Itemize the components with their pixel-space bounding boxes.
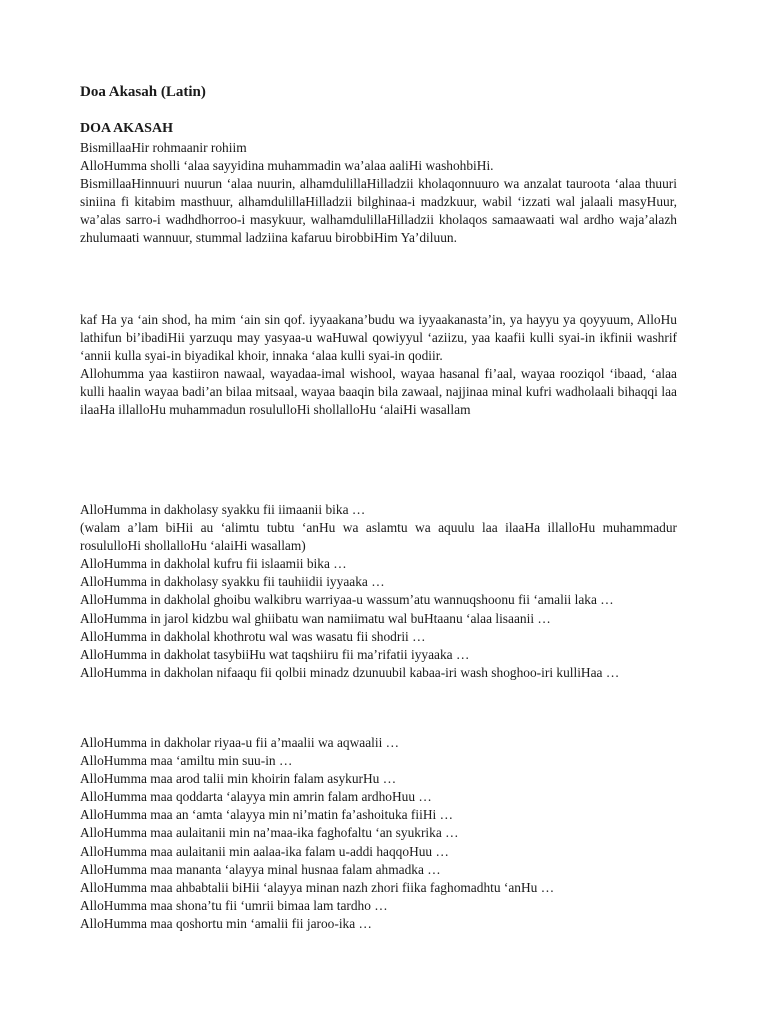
list-item: AlloHumma in jarol kidzbu wal ghiibatu wan namiimatu wal buHtaanu ‘alaa lisaanii … — [80, 610, 551, 626]
text-line: BismillaaHir rohmaanir rohiim — [80, 140, 247, 155]
prayer-list-second — [80, 734, 677, 933]
list-item: AlloHumma maa qoshortu min ‘amalii fii jaroo-ika … — [80, 915, 372, 931]
document-title: Doa Akasah (Latin) — [80, 84, 206, 100]
text-paragraph: BismillaaHinnuuri nuurun ‘alaa nuurin, alhamdulillaHilladzii kholaqonnuuro wa anzalat tauroota ‘alaa thuuri siniina fi kitabim masthuur, alhamdulillaHilladzii bilghinaa-i madzkuur, wabil ‘izzati wal jalaali masyHuur, wa’alas sarro-i wadhdhorroo-i masykuur, walhamdulillaHilladzii kholaqos samaawaati wal ardho waja’alazh zhulumaati wannuur, stummal ladziina kafaruu birobbiHim Ya’diluun. — [80, 176, 677, 246]
list-item: AlloHumma in dakholal kufru fii islaamii bika … — [80, 556, 347, 572]
list-item: AlloHumma in dakholasy syakku fii iimaanii bika … — [80, 502, 366, 517]
list-item: AlloHumma in dakholasy syakku fii tauhiidii iyyaaka … — [80, 574, 385, 590]
list-item: AlloHumma maa mananta ‘alayya minal husnaa falam ahmadka … — [80, 861, 441, 877]
list-item: AlloHumma maa ahbabtalii biHii ‘alayya minan nazh zhori fiika faghomadhtu ‘anHu … — [80, 879, 555, 895]
list-item: AlloHumma maa shona’tu fii ‘umrii bimaa lam tardho … — [80, 897, 388, 913]
list-item: AlloHumma in dakholat tasybiiHu wat taqshiiru fii ma’rifatii iyyaaka … — [80, 646, 470, 662]
list-item: AlloHumma in dakholal ghoibu walkibru warriyaa-u wassum’atu wannuqshoonu fii ‘amalii laka … — [80, 592, 614, 608]
list-item: AlloHumma in dakholal khothrotu wal was wasatu fii shodrii … — [80, 628, 426, 644]
list-item: (walam a’lam biHii au ‘alimtu tubtu ‘anHu wa aslamtu wa aquulu laa ilaaHa illalloHu muhammadur rosululloHi shollalloHu ‘alaiHi wasallam) — [80, 520, 677, 554]
list-item: AlloHumma in dakholan nifaaqu fii qolbii minadz dzunuubil kabaa-iri wash shoghoo-iri kulliHaa … — [80, 664, 620, 680]
list-item: AlloHumma maa aulaitanii min na’maa-ika faghofaltu ‘an syukrika … — [80, 825, 459, 841]
list-item: AlloHumma maa ‘amiltu min suu-in … — [80, 753, 293, 769]
list-item: AlloHumma maa aulaitanii min aalaa-ika falam u-addi haqqoHuu … — [80, 843, 449, 859]
list-item: AlloHumma maa an ‘amta ‘alayya min ni’matin fa’ashoituka fiiHi … — [80, 807, 453, 823]
list-item: AlloHumma maa qoddarta ‘alayya min amrin falam ardhoHuu … — [80, 789, 432, 805]
prayer-list-first — [80, 501, 677, 682]
list-item: AlloHumma maa arod talii min khoirin falam asykurHu … — [80, 771, 397, 787]
section-heading: DOA AKASAH — [80, 121, 173, 136]
list-item: AlloHumma in dakholar riyaa-u fii a’maalii wa aqwaalii … — [80, 735, 400, 750]
text-paragraph: Allohumma yaa kastiiron nawaal, wayadaa-imal wishool, wayaa hasanal fi’aal, wayaa rooziqol ‘ibaad, ‘alaa kulli haalin wayaa badi’an bilaa mitsaal, wayaa baaqin bila zawaal, najjinaa minal kufri wadholaali bihaqqi laa ilaaHa illalloHu muhammadun rosululloHi shollalloHu ‘alaiHi wasallam — [80, 366, 677, 418]
paragraph-block-opening — [80, 139, 677, 248]
text-paragraph: kaf Ha ya ‘ain shod, ha mim ‘ain sin qof. iyyaakana’budu wa iyyaakanasta’in, ya hayyu ya qoyyuum, AlloHu lathifun bi’ibadiHii yarzuqu may yasyaa-u waHuwal qowiyyul ‘aziizu, yaa kaafii kulli syai-in ikfinii washrif ‘annii kulla syai-in biyadikal khoir, innaka ‘alaa kulli syai-in qodiir. — [80, 312, 677, 364]
text-line: AlloHumma sholli ‘alaa sayyidina muhammadin wa’alaa aaliHi washohbiHi. — [80, 158, 494, 174]
paragraph-block-second — [80, 311, 677, 420]
